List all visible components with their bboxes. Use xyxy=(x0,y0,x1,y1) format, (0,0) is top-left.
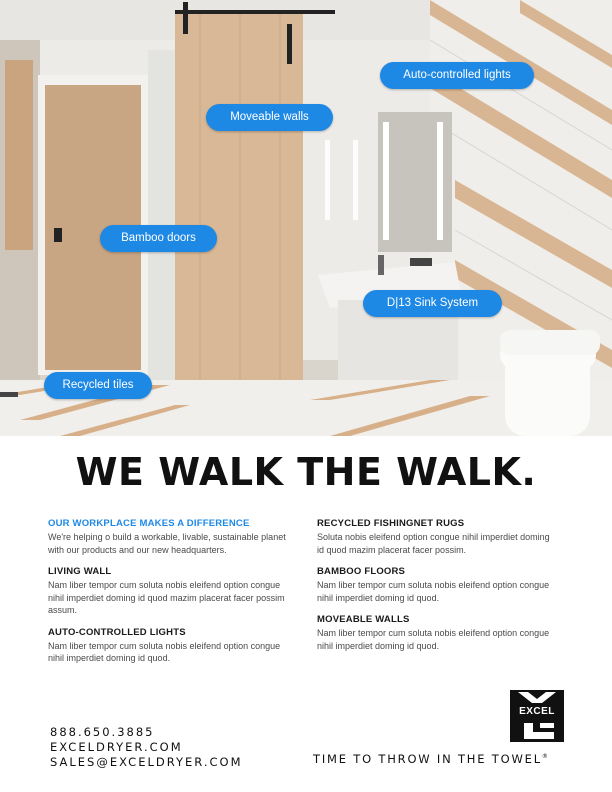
floors-section xyxy=(317,566,557,604)
lights-body: Nam liber tempor cum soluta nobis eleifend option congue nihil imperdiet doming id quod. xyxy=(48,640,281,663)
lights-section xyxy=(48,627,288,665)
callout-sink-system: D|13 Sink System xyxy=(363,290,502,317)
right-column xyxy=(317,518,557,662)
intro-section xyxy=(48,518,288,556)
tagline xyxy=(313,752,548,766)
intro-title: OUR WORKPLACE MAKES A DIFFERENCE xyxy=(48,518,250,529)
floors-body: Nam liber tempor cum soluta nobis eleifend option congue nihil imperdiet doming id quod. xyxy=(317,580,550,603)
living-wall-title: LIVING WALL xyxy=(48,566,112,577)
intro-body: We're helping o build a workable, livable, sustainable planet with our products and our new headquarters. xyxy=(48,532,286,555)
rugs-section xyxy=(317,518,557,556)
phone-number: 888.650.3885 xyxy=(50,725,155,739)
living-wall-section xyxy=(48,566,288,617)
living-wall-body: Nam liber tempor cum soluta nobis eleifend option congue nihil imperdiet doming id quod mazim placerat facer possim assum. xyxy=(48,580,285,615)
logo-text: EXCEL xyxy=(510,705,564,718)
callout-recycled-tiles: Recycled tiles xyxy=(44,372,152,399)
callout-moveable-walls: Moveable walls xyxy=(206,104,333,131)
moveable-walls-section xyxy=(317,614,557,652)
website-link[interactable]: EXCELDRYER.COM xyxy=(50,740,183,754)
tagline-text: TIME TO THROW IN THE TOWEL xyxy=(313,752,542,766)
lights-title: AUTO-CONTROLLED LIGHTS xyxy=(48,626,186,638)
excel-logo xyxy=(510,690,564,742)
left-column xyxy=(48,518,288,675)
floors-title: BAMBOO FLOORS xyxy=(317,566,406,577)
rugs-title: RECYCLED FISHINGNET RUGS xyxy=(317,518,465,529)
contact-block xyxy=(50,725,243,770)
moveable-walls-title: MOVEABLE WALLS xyxy=(317,614,410,625)
callout-bamboo-doors: Bamboo doors xyxy=(100,225,217,252)
rugs-body: Soluta nobis eleifend option congue nihil imperdiet doming id quod mazim placerat facer possim. xyxy=(317,532,550,555)
email-link[interactable]: SALES@EXCELDRYER.COM xyxy=(50,755,243,769)
page-headline: WE WALK THE WALK. xyxy=(75,450,537,494)
registered-mark: ® xyxy=(541,753,548,761)
callout-auto-controlled-lights: Auto-controlled lights xyxy=(380,62,534,89)
moveable-walls-body: Nam liber tempor cum soluta nobis eleifend option congue nihil imperdiet doming id quod. xyxy=(317,628,550,651)
